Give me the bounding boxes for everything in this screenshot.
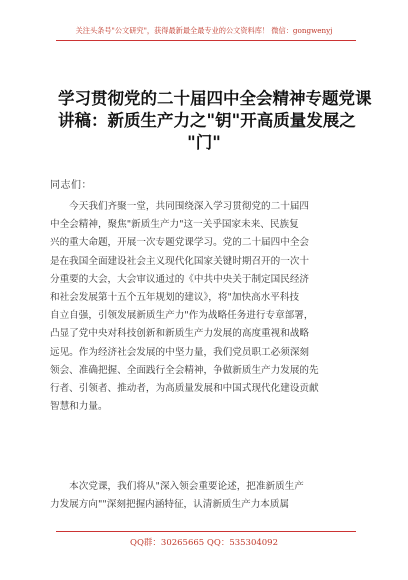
title-line: 学习贯彻党的二十届四中全会精神专题党课 [58,89,372,108]
text-line: 本次党课，我们将从"深入领会重要论述，把准新质生产 [50,481,304,492]
text-line: 今天我们齐聚一堂，共同围绕深入学习贯彻党的二十届四 [50,201,310,212]
footer-divider [56,531,356,532]
text-line: 领会、准确把握、全面践行全会精神，争做新质生产力发展的先 [50,364,319,376]
document-title [58,88,372,154]
text-line: 中全会精神，聚焦"新质生产力"这一关乎国家未来、民族复 [50,219,299,231]
footer-contact: QQ群：30265665 QQ：535304092 [129,538,278,548]
text-line: 是在我国全面建设社会主义现代化国家关键时期召开的一次十 [50,255,310,267]
text-line: 凸显了党中央对科技创新和新质生产力发展的高度重视和战略 [50,328,310,340]
text-line: 力发展方向""深刻把握内涵特征，认清新质生产力本质属 [50,499,290,511]
header-divider [56,40,356,41]
text-line: 自立自强，引领发展新质生产力"作为战略任务进行专章部署， [50,310,314,322]
title-line: 讲稿：新质生产力之"钥"开高质量发展之 [58,111,356,130]
text-line: 行者、引领者、推动者，为高质量发展和中国式现代化建设贡献 [50,383,319,395]
title-line: "门" [187,133,221,152]
paragraph-2 [50,478,360,514]
text-line: 和社会发展第十五个五年规划的建议》，将"加快高水平科技 [50,292,300,304]
text-line: 分重要的大会，大会审议通过的《中共中央关于制定国民经济 [50,273,310,285]
text-line: 远见。作为经济社会发展的中坚力量，我们党员职工必须深刻 [50,346,310,358]
header-notice: 关注头条号"公文研究"，获得最新最全最专业的公文资料库！ 微信：gongwenyj [75,26,333,35]
text-line: 智慧和力量。 [50,401,108,413]
paragraph-1 [50,198,360,416]
page-header [0,10,408,42]
salutation: 同志们： [50,180,92,191]
text-line: 兴的重大命题，开展一次专题党课学习。党的二十届四中全会 [50,237,310,249]
page-footer [0,529,408,559]
